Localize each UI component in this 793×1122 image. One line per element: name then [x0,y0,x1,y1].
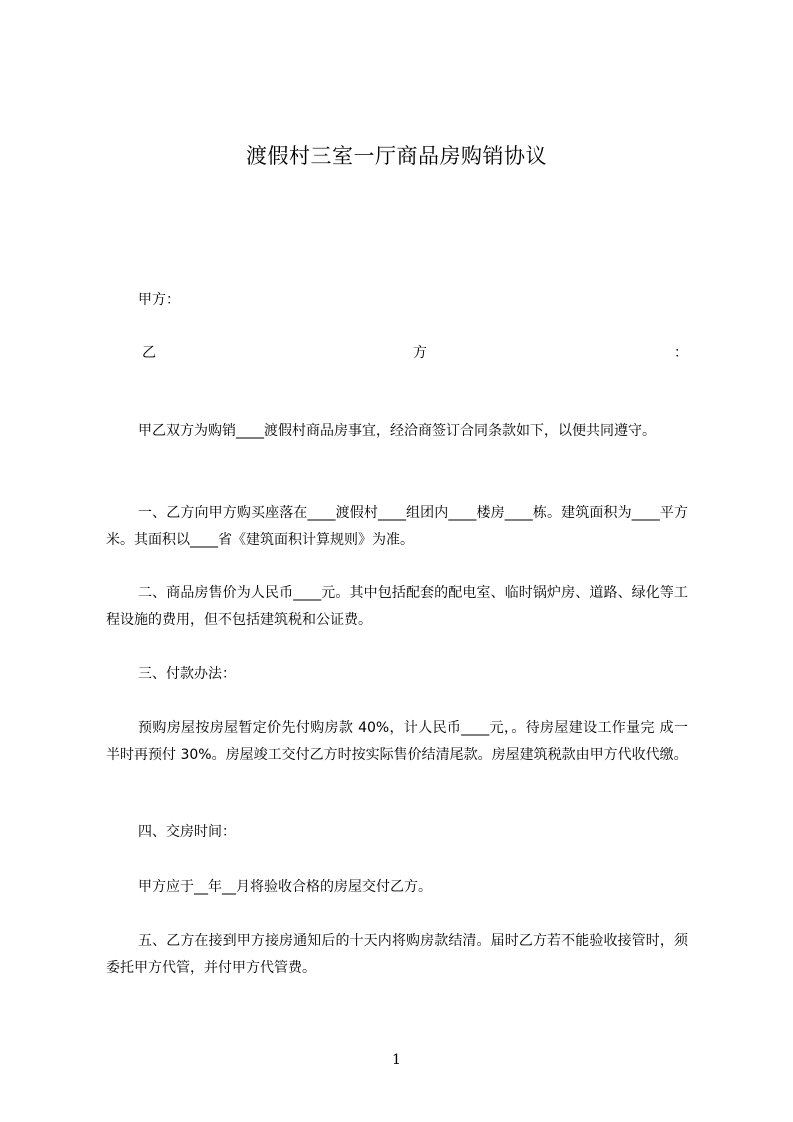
party-b-char-2: 方 [413,345,427,361]
paragraph-clause-4-body: 甲方应于__年__月将验收合格的房屋交付乙方。 [138,879,432,895]
paragraph-clause-3-body: 预购房屋按房屋暂定价先付购房款 40%，计人民币____元，。待房屋建设工作量完 成一半时再预付 30%。房屋竣工交付乙方时按实际售价结清尾款。房屋建筑税款由甲方代收代缴。 [106,720,688,763]
party-a-label: 甲方： [138,292,180,308]
heading-clause-4: 四、交房时间： [138,824,236,840]
party-b-colon: ： [674,345,688,361]
paragraph-clause-5: 五、乙方在接到甲方接房通知后的十天内将购房款结清。届时乙方若不能验收接管时，须委托甲方代管，并付甲方代管费。 [106,933,688,976]
document-title: 渡假村三室一厅商品房购销协议 [246,144,547,168]
party-b-char-1: 乙 [142,345,156,361]
heading-clause-3: 三、付款办法： [138,666,236,682]
paragraph-clause-1: 一、乙方向甲方购买座落在____渡假村____组团内____楼房____栋。建筑面积为____平方米。其面积以____省《建筑面积计算规则》为准。 [106,505,688,548]
page-number: 1 [392,1052,401,1068]
paragraph-clause-2: 二、商品房售价为人民币____元。其中包括配套的配电室、临时锅炉房、道路、绿化等工程设施的费用，但不包括建筑税和公证费。 [106,585,688,628]
paragraph-preamble: 甲乙双方为购销____渡假村商品房事宜，经洽商签订合同条款如下，以便共同遵守。 [138,423,656,439]
